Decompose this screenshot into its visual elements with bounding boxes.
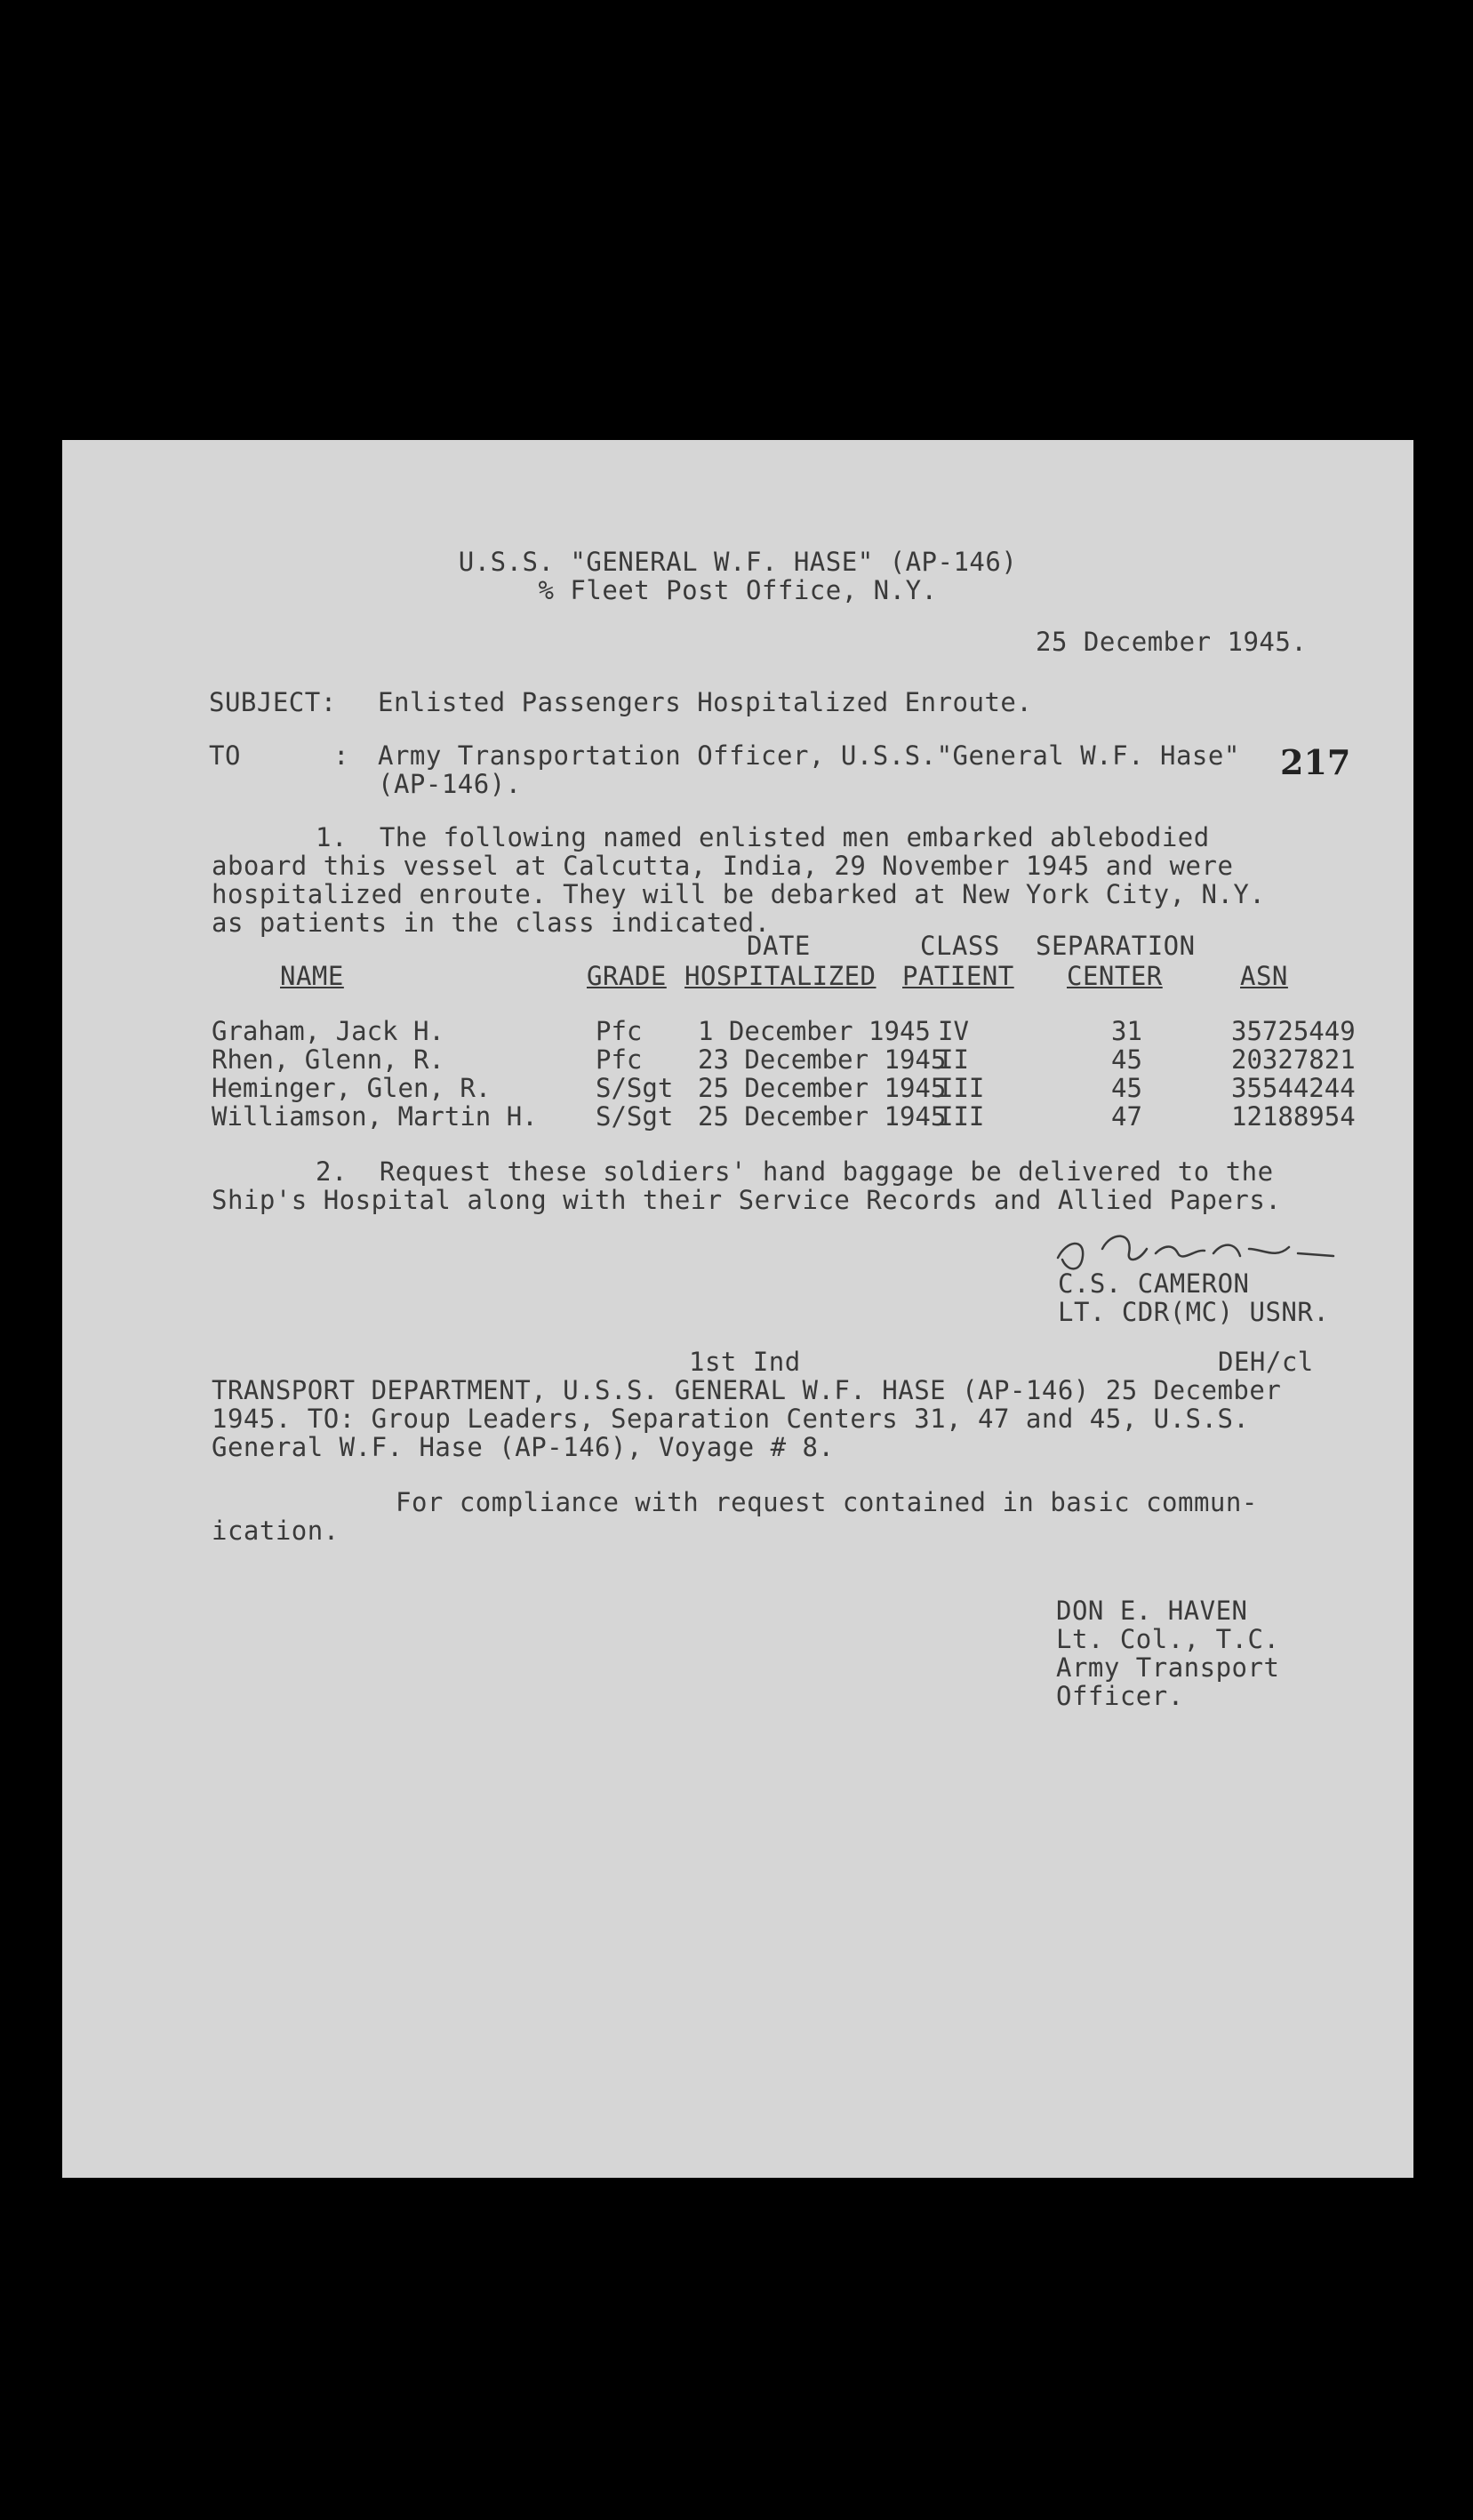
row-class: III	[938, 1101, 985, 1132]
row-grade: Pfc	[596, 1044, 643, 1075]
para1-line-4: as patients in the class indicated.	[212, 908, 771, 938]
signer-2-line-4: Officer.	[1056, 1681, 1184, 1711]
indorsement-line-1: TRANSPORT DEPARTMENT, U.S.S. GENERAL W.F. HASE (AP-146) 25 December	[212, 1375, 1282, 1405]
row-center: 31	[1111, 1016, 1142, 1046]
header-hospitalized: HOSPITALIZED	[684, 961, 877, 991]
row-date: 23 December 1945	[698, 1044, 947, 1075]
indorsement-ref: DEH/cl	[1218, 1347, 1314, 1377]
indorsement-line-2: 1945. TO: Group Leaders, Separation Centers 31, 47 and 45, U.S.S.	[212, 1404, 1250, 1434]
header-grade: GRADE	[587, 961, 667, 991]
header-center: CENTER	[1067, 961, 1163, 991]
to-line-1: Army Transportation Officer, U.S.S."General W.F. Hase"	[378, 740, 1240, 771]
row-grade: Pfc	[596, 1016, 643, 1046]
header-class: CLASS	[920, 931, 1000, 961]
signer-2-line-3: Army Transport	[1056, 1652, 1280, 1683]
para1-line-2: aboard this vessel at Calcutta, India, 29 November 1945 and were	[212, 851, 1234, 881]
row-date: 25 December 1945	[698, 1073, 947, 1103]
row-date: 25 December 1945	[698, 1101, 947, 1132]
document-page	[62, 440, 1413, 2178]
para2-line-1: 2. Request these soldiers' hand baggage be delivered to the	[316, 1156, 1274, 1187]
row-center: 47	[1111, 1101, 1142, 1132]
signer-1-rank: LT. CDR(MC) USNR.	[1058, 1297, 1330, 1327]
row-grade: S/Sgt	[596, 1073, 674, 1103]
row-center: 45	[1111, 1073, 1142, 1103]
header-date: DATE	[747, 931, 811, 961]
row-class: II	[938, 1044, 969, 1075]
indorsement-title: 1st Ind	[689, 1347, 801, 1377]
document-date: 25 December 1945.	[1036, 627, 1308, 657]
subject-text: Enlisted Passengers Hospitalized Enroute.	[378, 687, 1033, 717]
indorsement-body-1: For compliance with request contained in basic commun-	[396, 1487, 1258, 1517]
header-patient: PATIENT	[902, 961, 1014, 991]
to-line-2: (AP-146).	[378, 769, 522, 799]
handwritten-signature	[1049, 1222, 1351, 1276]
subject-label: SUBJECT:	[209, 687, 337, 717]
row-class: III	[938, 1073, 985, 1103]
row-grade: S/Sgt	[596, 1101, 674, 1132]
row-asn: 35544244	[1231, 1073, 1356, 1103]
row-asn: 12188954	[1231, 1101, 1356, 1132]
signer-2-line-2: Lt. Col., T.C.	[1056, 1624, 1280, 1654]
para1-line-1: 1. The following named enlisted men embarked ablebodied	[316, 822, 1210, 852]
signer-1-name: C.S. CAMERON	[1058, 1268, 1250, 1299]
signer-2-line-1: DON E. HAVEN	[1056, 1596, 1248, 1626]
ship-header: U.S.S. "GENERAL W.F. HASE" (AP-146)	[458, 547, 1018, 577]
row-asn: 20327821	[1231, 1044, 1356, 1075]
row-name: Rhen, Glenn, R.	[212, 1044, 444, 1075]
to-colon: :	[333, 740, 349, 771]
header-asn: ASN	[1240, 961, 1288, 991]
to-label: TO	[209, 740, 241, 771]
header-separation: SEPARATION	[1036, 931, 1196, 961]
indorsement-line-3: General W.F. Hase (AP-146), Voyage # 8.	[212, 1432, 835, 1462]
row-name: Heminger, Glen, R.	[212, 1073, 492, 1103]
row-asn: 35725449	[1231, 1016, 1356, 1046]
row-date: 1 December 1945	[698, 1016, 931, 1046]
header-name: NAME	[280, 961, 344, 991]
indorsement-body-2: ication.	[212, 1516, 340, 1546]
para2-line-2: Ship's Hospital along with their Service Records and Allied Papers.	[212, 1185, 1282, 1215]
page-number: 217	[1280, 742, 1351, 782]
post-office-line: % Fleet Post Office, N.Y.	[538, 575, 938, 605]
row-name: Graham, Jack H.	[212, 1016, 444, 1046]
row-name: Williamson, Martin H.	[212, 1101, 538, 1132]
row-center: 45	[1111, 1044, 1142, 1075]
para1-line-3: hospitalized enroute. They will be debarked at New York City, N.Y.	[212, 879, 1266, 909]
row-class: IV	[938, 1016, 969, 1046]
